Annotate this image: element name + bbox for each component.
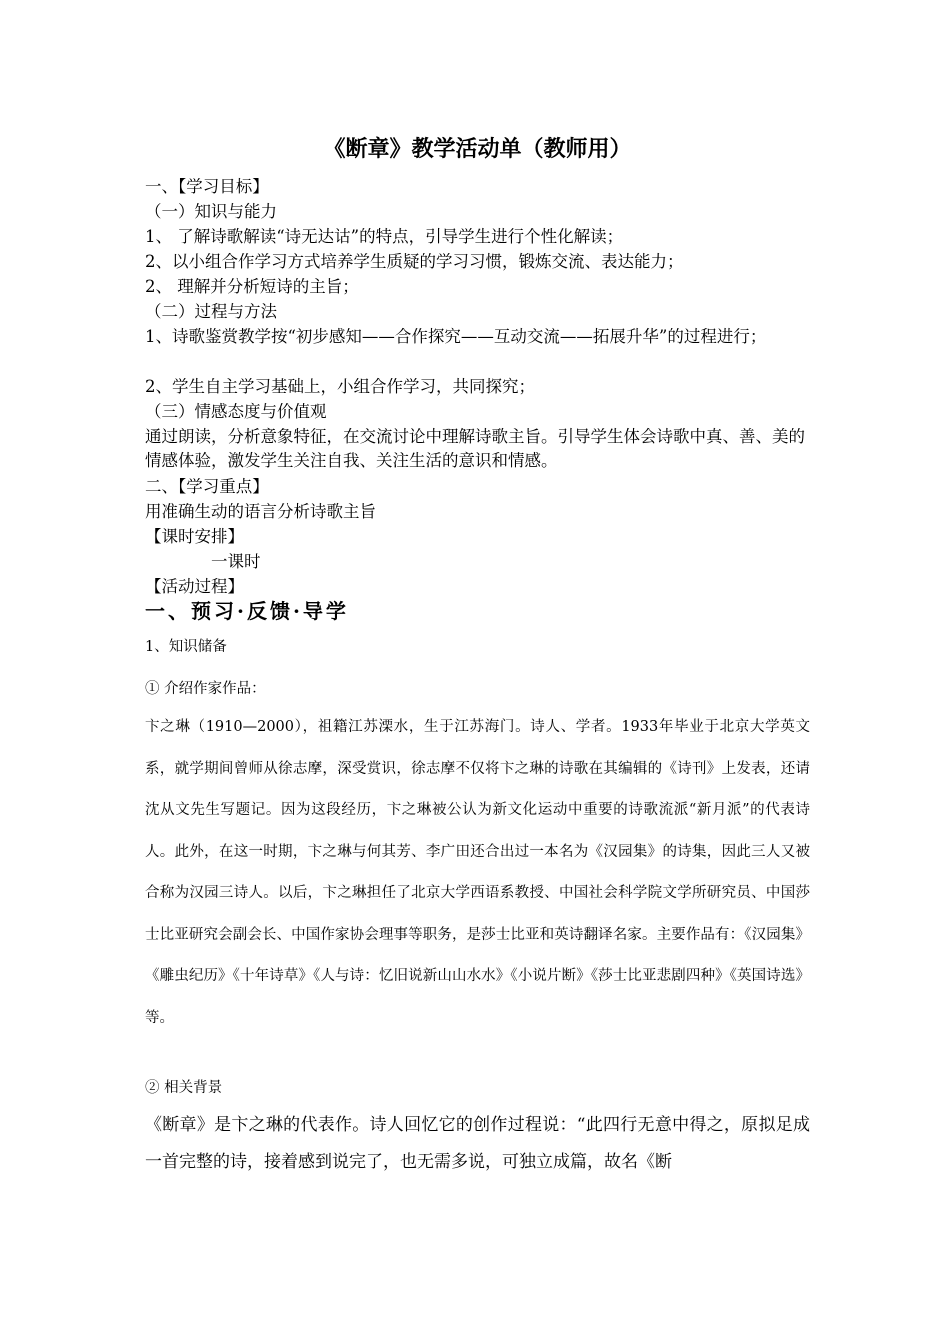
goals-heading: 一、【学习目标】: [145, 177, 269, 196]
goal-item-3: 2、 理解并分析短诗的主旨；: [145, 277, 359, 296]
subheading-process-method: （二）过程与方法: [145, 302, 277, 321]
author-intro-paragraph: 卞之琳（1910—2000），祖籍江苏溧水，生于江苏海门。诗人、学者。1933年毕业于北京大学英文系，就学期间曾师从徐志摩，深受赏识，徐志摩不仅将卞之琳的诗歌在其编辑的《诗刊》上发表，还请沈从文先生写题记。因为这段经历，卞之琳被公认为新文化运动中重要的诗歌流派“新月派”的代表诗人。此外，在这一时期，卞之琳与何其芳、李广田还合出过一本名为《汉园集》的诗集，因此三人又被合称为汉园三诗人。以后，卞之琳担任了北京大学西语系教授、中国社会科学院文学所研究员、中国莎士比亚研究会副会长、中国作家协会理事等职务，是莎士比亚和英诗翻译名家。主要作品有：《汉园集》《雕虫纪历》《十年诗草》《人与诗：忆旧说新山山水水》《小说片断》《莎士比亚悲剧四种》《英国诗选》等。: [145, 719, 810, 1026]
schedule-heading: 【课时安排】: [145, 527, 244, 546]
goal-item-1: 1、 了解诗歌解读“诗无达诂”的特点，引导学生进行个性化解读；: [145, 227, 624, 246]
background-paragraph: 《断章》是卞之琳的代表作。诗人回忆它的创作过程说：“此四行无意中得之，原拟足成一首完整的诗，接着感到说完了，也无需多说，可独立成篇，故名《断: [145, 1115, 810, 1172]
background-heading: ② 相关背景: [145, 1080, 223, 1096]
subheading-knowledge-ability: （一）知识与能力: [145, 202, 277, 221]
process-heading: 【活动过程】: [145, 577, 244, 596]
knowledge-prep: 1、知识储备: [145, 639, 227, 655]
document-title: 《断章》教学活动单（教师用）: [323, 136, 632, 162]
schedule-text: 一课时: [211, 552, 261, 571]
key-points-heading: 二、【学习重点】: [145, 477, 269, 496]
author-intro-heading: ① 介绍作家作品：: [145, 681, 266, 697]
key-points-text: 用准确生动的语言分析诗歌主旨: [145, 502, 376, 521]
process-item-1: 1、诗歌鉴赏教学按“初步感知——合作探究——互动交流——拓展升华”的过程进行；: [145, 327, 767, 346]
emotion-paragraph: 通过朗读，分析意象特征，在交流讨论中理解诗歌主旨。引导学生体会诗歌中真、善、美的情感体验，激发学生关注自我、关注生活的意识和情感。: [145, 427, 805, 470]
section-preview-feedback: 一、预习·反馈·导学: [145, 599, 349, 623]
process-item-2: 2、学生自主学习基础上，小组合作学习，共同探究；: [145, 377, 535, 396]
subheading-emotion-values: （三）情感态度与价值观: [145, 402, 327, 421]
goal-item-2: 2、以小组合作学习方式培养学生质疑的学习习惯，锻炼交流、表达能力；: [145, 252, 684, 271]
